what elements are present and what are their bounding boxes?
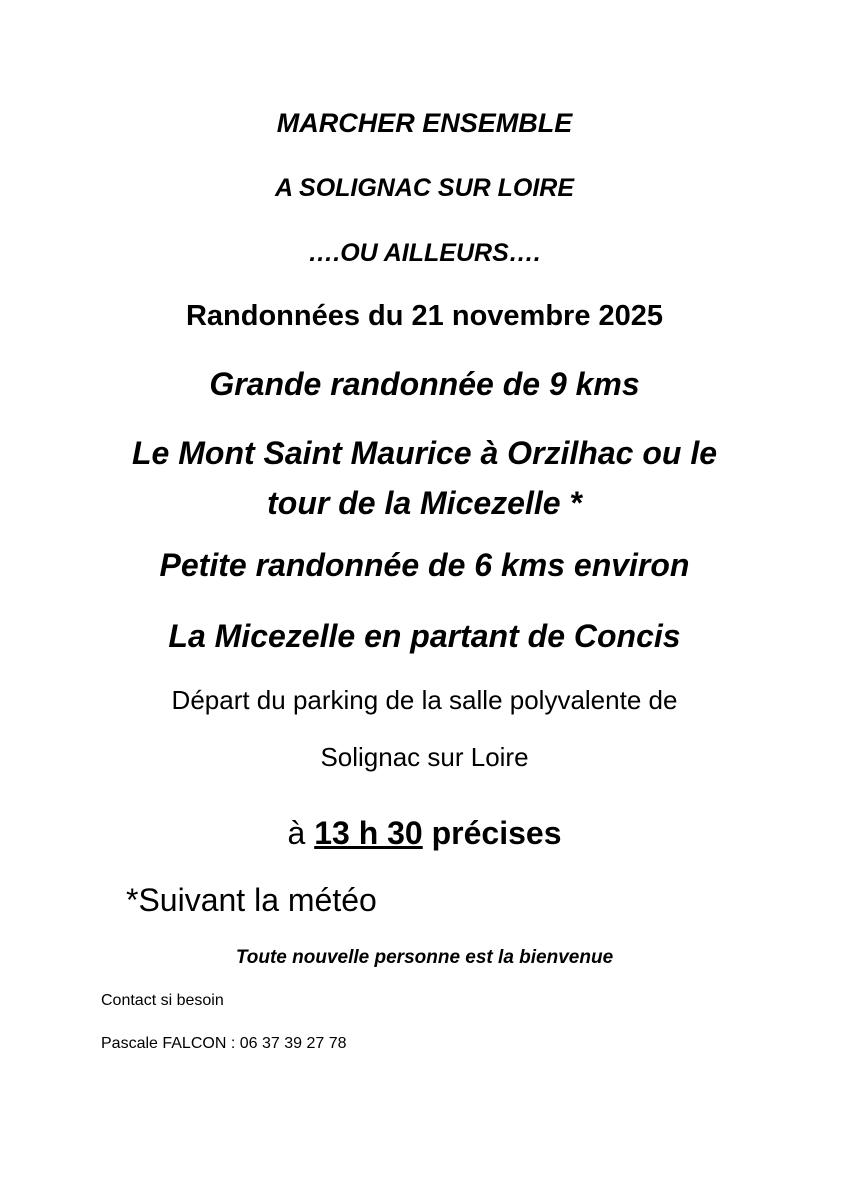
title-location: A SOLIGNAC SUR LOIRE xyxy=(274,174,575,202)
welcome-note: Toute nouvelle personne est la bienvenue xyxy=(235,947,614,968)
petite-randonnee-title: Petite randonnée de 6 kms environ xyxy=(159,547,690,583)
grande-route-line-1: Le Mont Saint Maurice à Orzilhac ou le xyxy=(132,435,717,471)
petite-route: La Micezelle en partant de Concis xyxy=(168,618,681,654)
departure-line-1: Départ du parking de la salle polyvalente de xyxy=(171,685,678,715)
grande-randonnee-title: Grande randonnée de 9 kms xyxy=(209,366,640,402)
grande-route-line-2: tour de la Micezelle * xyxy=(267,485,582,521)
weather-note: *Suivant la météo xyxy=(126,882,377,918)
departure-line-2: Solignac sur Loire xyxy=(320,742,529,772)
contact-label: Contact si besoin xyxy=(101,992,224,1009)
time-suffix: précises xyxy=(422,815,562,851)
title-marcher-ensemble: MARCHER ENSEMBLE xyxy=(276,108,573,138)
title-ou-ailleurs: ….OU AILLEURS…. xyxy=(308,239,541,267)
meeting-time: 13 h 30 xyxy=(314,815,423,851)
hike-date-heading: Randonnées du 21 novembre 2025 xyxy=(185,300,664,332)
meeting-time-line xyxy=(0,817,849,849)
contact-phone: Pascale FALCON : 06 37 39 27 78 xyxy=(101,1035,347,1052)
time-prefix: à xyxy=(287,815,315,851)
